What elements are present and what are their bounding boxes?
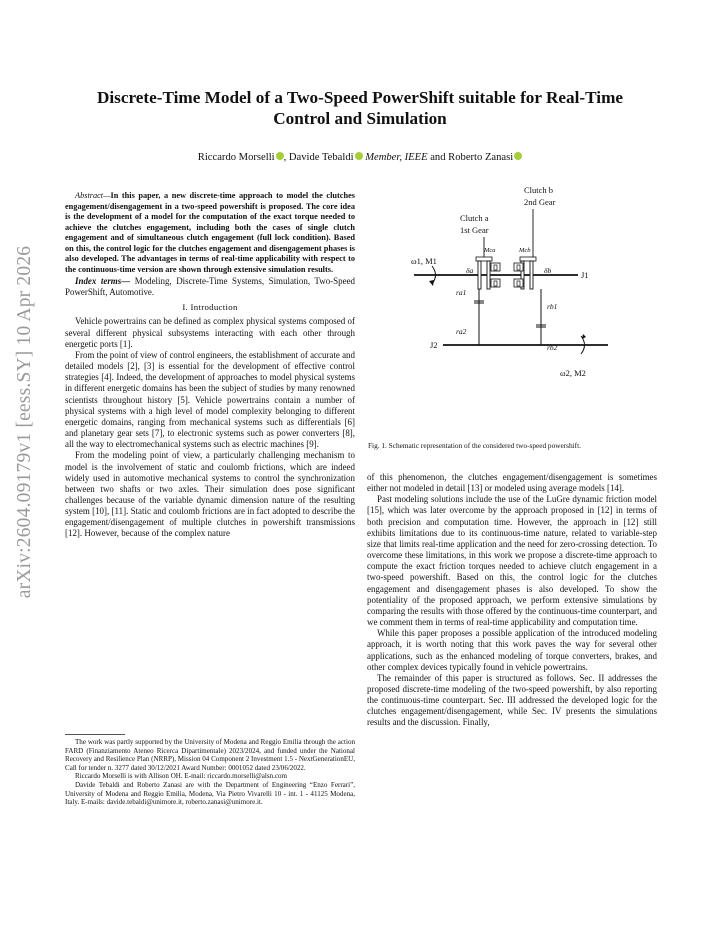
ra1-label: ra1 xyxy=(456,288,467,297)
clutch-b-label-1: Clutch b xyxy=(524,185,554,195)
delta-b-label: δb xyxy=(544,266,552,275)
input-arrow-head xyxy=(429,280,434,286)
mca-label: Mca xyxy=(484,247,496,254)
figure-powershift-schematic xyxy=(408,180,638,390)
clutch-a-cap xyxy=(476,257,492,261)
arxiv-identifier: arXiv:2604.09179v1 [eess.SY] 10 Apr 2026 xyxy=(14,245,35,599)
rb2-label: rb2 xyxy=(547,343,558,352)
paragraph: From the point of view of control engineers, the establishment of accurate and detailed models [2], [3] is essential for the development of effective control strategies [4]. Indeed, the development of approaches to model physical systems in different energetic domains has been the subject of studies by many renowned scientists throughout history [5]. Vehicle powertrains contain a number of physical systems with a high level of model complexity belonging to different energetic domains, ranging from mechanical systems such as differentials [6] and planetary gear sets [7], to electronic systems such as power converters [8], all the way to electromechanical systems such as electric machines [9]. xyxy=(65,349,355,450)
author-tebaldi: , Davide Tebaldi xyxy=(283,152,354,163)
footnote-funding: The work was partly supported by the University of Modena and Reggio Emilia through the action FARD (Finanziamento Ateneo Ricerca Dipartimentale) 2023/2024, and funded under the National Recovery and Resilience Plan (NRRP), Mission 04 Component 2 Investment 1.5 - NextGenerationEU, Call for tender n. 3277 dated 30/12/2021 Award Number: 0001052 dated 23/06/2022. xyxy=(65,738,355,772)
paragraph: From the modeling point of view, a particularly challenging mechanism to model is the involvement of static and coulomb frictions, which are indeed widely used in automotive mechanical systems to control the synchronization between two shafts or two axles. Their simulation does pose significant challenges because of the variable dynamic dimension nature of the resulting system [10], [11]. Static and coulomb frictions are in fact adopted to describe the engagement/disengagement of multiple clutches in powershift transmissions [12]. However, because of the complex nature xyxy=(65,450,355,539)
index-terms xyxy=(65,276,355,298)
omega2-label: ω2, M2 xyxy=(560,368,586,378)
abstract-lead: Abstract— xyxy=(75,191,111,200)
clutch-a-label-1: Clutch a xyxy=(460,213,489,223)
paragraph: The remainder of this paper is structured as follows. Sec. II addresses the proposed discrete-time modeling of the two-speed powershift, by also reporting the continuous-time counterpart. Sec. III addressed the developed logic for the clutches engagement/disengagement, while Sec. IV presents the simulations results and the discussion. Finally, xyxy=(367,672,657,728)
j1-label: J1 xyxy=(581,270,589,280)
author-line xyxy=(60,152,660,163)
index-terms-text: Modeling, Discrete-Time Systems, Simulation, Two-Speed PowerShift, Automotive. xyxy=(65,276,356,298)
clutch-b-label-2: 2nd Gear xyxy=(524,197,556,207)
paragraph: of this phenomenon, the clutches engagement/disengagement is sometimes either not modeled in detail [13] or modeled using average models [14]. xyxy=(367,472,657,494)
clutch-a-label-2: 1st Gear xyxy=(460,225,489,235)
footnotes xyxy=(65,738,355,807)
arxiv-side-stamp xyxy=(10,192,40,652)
clutch-b-cap xyxy=(520,257,536,261)
footnote-morselli: Riccardo Morselli is with Allison OH. E-mail: riccardo.morselli@alsn.com xyxy=(75,772,287,781)
author-morselli: Riccardo Morselli xyxy=(197,152,275,163)
rb1-label: rb1 xyxy=(547,302,558,311)
title-line-2: Control and Simulation xyxy=(273,109,447,128)
ra2-label: ra2 xyxy=(456,327,467,336)
abstract-text: In this paper, a new discrete-time approach to model the clutches engagement/disengagement in a two-speed powershift is proposed. The core idea is the development of a model for the computation of the exact torque needed to achieve the clutches engagement, including both the cases of single clutch engagement and of simultaneous clutch engagement (full lock condition). Based on this, the control logic for the clutches engagement and disengagement phases is also developed. The advantages in terms of real-time applicability with respect to the continuous-time version are shown through extensive simulation results. xyxy=(65,191,355,274)
clutch-a-plate-right xyxy=(487,261,490,289)
mcb-label: Mcb xyxy=(519,247,531,254)
abstract xyxy=(65,191,355,275)
clutch-a-plate-left xyxy=(478,261,481,289)
paragraph: Vehicle powertrains can be defined as complex physical systems composed of several different physical subsystems interacting with each other through energetic ports [1]. xyxy=(65,316,355,349)
title-line-1: Discrete-Time Model of a Two-Speed PowerShift suitable for Real-Time xyxy=(96,88,624,107)
j2-label: J2 xyxy=(430,340,438,350)
omega1-label: ω1, M1 xyxy=(411,256,437,266)
output-arrow-head xyxy=(582,334,586,339)
paragraph: While this paper proposes a possible application of the introduced modeling approach, it is worth noting that this work paves the way for several other applications, such as the enhanced modeling of torque converters, brakes, and other complex devices typically found in vehicle powertrains. xyxy=(367,628,657,672)
paper-title xyxy=(60,87,660,129)
footnote-affiliation: Davide Tebaldi and Roberto Zanasi are with the Department of Engineering “Enzo Ferrari”, University of Modena and Reggio Emilia, Modena, Via Pietro Vivarelli 10 - int. 1 - 41125 Modena, Italy. E-mails: davide.tebaldi@unimore.it, roberto.zanasi@unimore.it. xyxy=(65,780,355,807)
orcid-icon[interactable] xyxy=(276,152,284,160)
paragraph: Past modeling solutions include the use of the LuGre dynamic friction model [15], which was later overcome by the approach proposed in [12] in terms of both precision and computation time. However, the approach in [12] still exhibits limitations due to its continuous-time nature, related to variable-step size that limits real-time application and the need for zero-crossing detection. To overcome these limitations, in this work we propose a discrete-time approach to compute the exact friction torques needed to achieve clutch engagement in a two-speed powershift. Based on this, the control logic for the clutches engagement and disengagement phases is also developed. To show the potentiality of the proposed approach, we perform extensive simulations by comparing the results with those offered by the continuous-time counterpart, and we comment them in terms of real-time applicability and computation time. xyxy=(367,494,657,628)
section-heading: I. Introduction xyxy=(182,302,238,313)
author-role: Member, IEEE xyxy=(362,152,428,163)
footnote-rule xyxy=(65,734,125,735)
delta-a-label: δa xyxy=(466,266,474,275)
left-column xyxy=(65,191,355,540)
orcid-icon[interactable] xyxy=(355,152,363,160)
clutch-b-plate-right xyxy=(530,261,533,289)
figure-caption: Fig. 1. Schematic representation of the considered two-speed powershift. xyxy=(368,441,581,450)
author-zanasi: and Roberto Zanasi xyxy=(427,152,514,163)
orcid-icon[interactable] xyxy=(514,152,522,160)
index-terms-lead: Index terms— xyxy=(75,276,131,286)
right-column xyxy=(367,472,657,729)
